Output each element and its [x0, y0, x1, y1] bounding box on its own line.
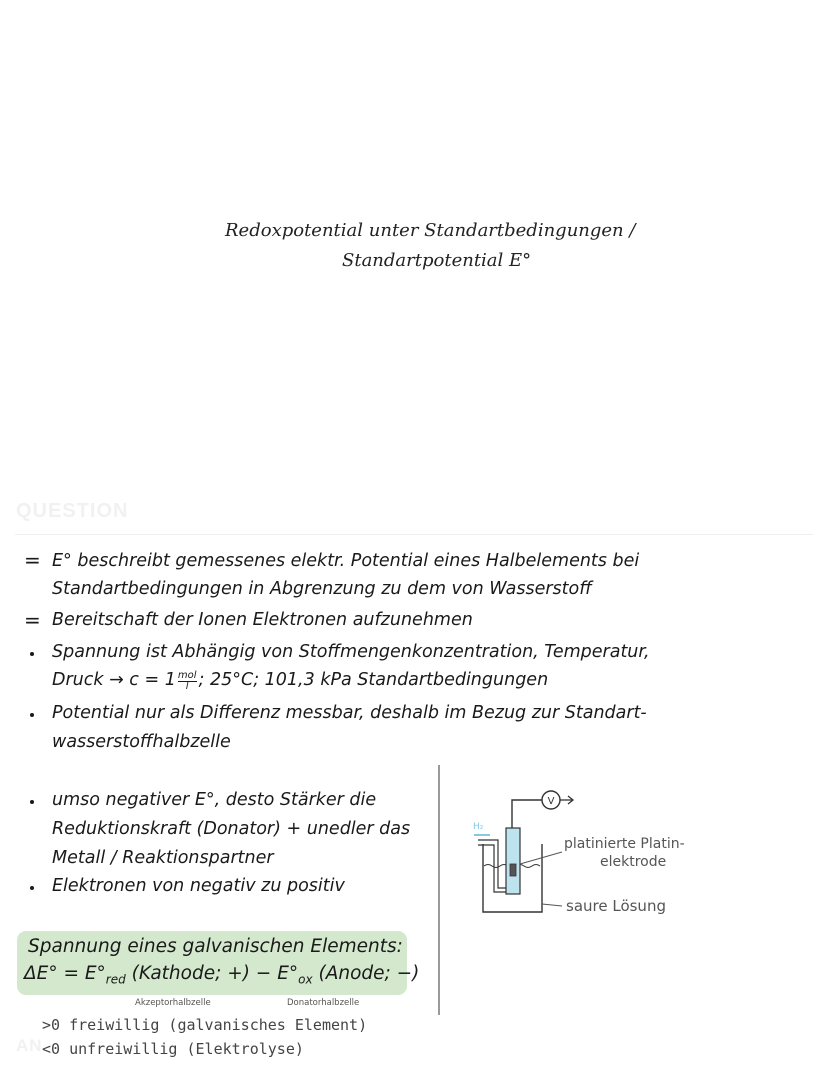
formula-line-2 — [24, 963, 419, 987]
acceptor-label: Akzeptorhalbzelle — [135, 998, 211, 1008]
bullet-dot-4 — [30, 886, 34, 890]
electrode-label-line2: elektrode — [600, 854, 667, 870]
gas-inlet-tube-inner — [478, 845, 506, 892]
result-line-2: <0 unfreiwillig (Elektrolyse) — [42, 1040, 304, 1058]
unit-l: l — [185, 681, 189, 692]
unit-mol: mol — [177, 670, 197, 681]
formula-red-sub: red — [105, 972, 126, 987]
column-divider — [438, 765, 440, 1015]
bullet1-line-2 — [52, 670, 548, 692]
answer-watermark: AN — [16, 1036, 43, 1055]
question-watermark: QUESTION — [16, 500, 129, 522]
equals-mark-2: = — [24, 608, 41, 632]
glass-tube — [506, 828, 520, 894]
equals-mark-1: = — [24, 548, 41, 572]
bullet1-line-1: Spannung ist Abhängig von Stoffmengenkonzentration, Temperatur, — [52, 642, 650, 662]
definition-line-2: Standartbedingungen in Abgrenzung zu dem von Wasserstoff — [52, 579, 592, 599]
formula-anode: (Anode; −) — [312, 963, 420, 984]
formula-delta-e: ΔE° = E° — [24, 963, 106, 984]
formula-ox-sub: ox — [298, 972, 313, 987]
definition-line-3: Bereitschaft der Ionen Elektronen aufzunehmen — [52, 610, 473, 630]
section-divider — [15, 534, 813, 535]
solution-label: saure Lösung — [566, 897, 666, 915]
bullet4-line-1: Elektronen von negativ zu positiv — [52, 876, 345, 896]
bullet1-line2-pre: Druck → c = 1 — [52, 670, 176, 690]
bullet2-line-1: Potential nur als Differenz messbar, deshalb im Bezug zur Standart- — [52, 703, 647, 723]
bullet3-line-3: Metall / Reaktionspartner — [52, 848, 274, 868]
formula-cathode: (Kathode; +) − E° — [125, 963, 299, 984]
electrode-label-line1: platinierte Platin- — [564, 836, 685, 852]
bullet-dot-3 — [30, 800, 34, 804]
bullet3-line-2: Reduktionskraft (Donator) + unedler das — [52, 819, 411, 839]
donator-label: Donatorhalbzelle — [287, 998, 360, 1008]
bullet3-line-1: umso negativer E°, desto Stärker die — [52, 790, 377, 810]
bullet2-line-2: wasserstoffhalbzelle — [52, 732, 231, 752]
gas-inlet-tube — [478, 840, 506, 888]
voltmeter-symbol: V — [547, 796, 555, 807]
formula-line-1: Spannung eines galvanischen Elements: — [28, 936, 403, 957]
page-title-line2: Standartpotential E° — [342, 250, 532, 271]
page-title-line1: Redoxpotential unter Standartbedingungen / — [225, 220, 636, 241]
definition-line-1: E° beschreibt gemessenes elektr. Potential eines Halbelements bei — [52, 551, 640, 571]
result-line-1: >0 freiwillig (galvanisches Element) — [42, 1016, 368, 1034]
bullet-dot-1 — [30, 652, 34, 656]
h2-label: H₂ — [473, 822, 484, 832]
bullet1-line2-post: ; 25°C; 101,3 kPa Standartbedingungen — [198, 670, 549, 690]
platinum-electrode — [510, 864, 516, 876]
bullet-dot-2 — [30, 713, 34, 717]
electrode-pointer — [520, 852, 562, 864]
solution-pointer — [542, 904, 562, 906]
